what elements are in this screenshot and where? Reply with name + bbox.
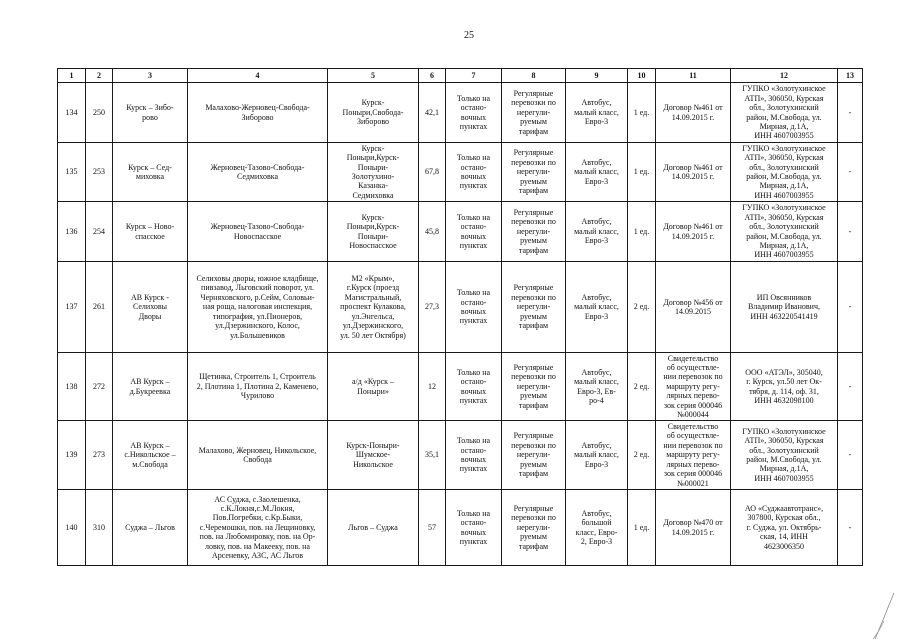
route-length-cell: 45,8 xyxy=(419,202,446,262)
column-number-13: 13 xyxy=(838,69,863,83)
intermediate-stops-cell: Малахово-Жерновец-Свобода- Зиборово xyxy=(188,83,328,143)
row-number-cell: 139 xyxy=(58,421,86,490)
vehicle-count-cell: 1 ед. xyxy=(628,490,656,566)
row-number-cell: 134 xyxy=(58,83,86,143)
carrier-details-cell: ГУПКО «Золотухинское АТП», 306050, Курская обл., Золотухинский район, М.Свобода, ул. Мирная, д.1А, ИНН 4607003955 xyxy=(731,143,838,202)
row-number-cell: 135 xyxy=(58,143,86,202)
remark-cell: - xyxy=(838,353,863,421)
carriage-type-cell: Регулярные перевозки по нерегули- руемым тарифам xyxy=(502,262,566,353)
boarding-rule-cell: Только на остано- вочных пунктах xyxy=(446,143,502,202)
column-number-1: 1 xyxy=(58,69,86,83)
intermediate-stops-cell: Селиховы дворы, южное кладбище, пивзавод, Льговский поворот, ул. Черняховского, р.Сейм, Соловьи- ная роща, налоговая инспекция, типография, ул.Пионеров, ул.Дзержинского, Колос, ул.Большевиков xyxy=(188,262,328,353)
boarding-rule-cell: Только на остано- вочных пунктах xyxy=(446,262,502,353)
route-name-cell: Курск – Сед- миховка xyxy=(113,143,188,202)
permit-document-cell: Свидетельство об осуществле- нии перевозок по маршруту регу- лярных перево- зок серия 000046 №000021 xyxy=(656,421,731,490)
route-length-cell: 57 xyxy=(419,490,446,566)
carrier-details-cell: ООО «АТЭЛ», 305040, г. Курск, ул.50 лет Ок- тября, д. 114, оф. 31, ИНН 4632098100 xyxy=(731,353,838,421)
boarding-rule-cell: Только на остано- вочных пунктах xyxy=(446,83,502,143)
registration-number-cell: 272 xyxy=(86,353,113,421)
boarding-rule-cell: Только на остано- вочных пунктах xyxy=(446,353,502,421)
carrier-details-cell: ГУПКО «Золотухинское АТП», 306050, Курская обл., Золотухинский район, М.Свобода, ул. Мирная, д.1А, ИНН 4607003955 xyxy=(731,202,838,262)
page-number: 25 xyxy=(464,30,474,41)
route-name-cell: АВ Курск – д.Букреевка xyxy=(113,353,188,421)
carrier-details-cell: ИП Овсянников Владимир Иванович, ИНН 463220541419 xyxy=(731,262,838,353)
route-length-cell: 35,1 xyxy=(419,421,446,490)
route-name-cell: АВ Курск - Селиховы Дворы xyxy=(113,262,188,353)
carrier-details-cell: ГУПКО «Золотухинское АТП», 306050, Курская обл., Золотухинский район, М.Свобода, ул. Мирная, д.1А, ИНН 4607003955 xyxy=(731,83,838,143)
row-number-cell: 136 xyxy=(58,202,86,262)
permit-document-cell: Договор №470 от 14.09.2015 г. xyxy=(656,490,731,566)
boarding-rule-cell: Только на остано- вочных пунктах xyxy=(446,490,502,566)
route-name-cell: АВ Курск – с.Никольское – м.Свобода xyxy=(113,421,188,490)
carriage-type-cell: Регулярные перевозки по нерегули- руемым тарифам xyxy=(502,143,566,202)
remark-cell: - xyxy=(838,143,863,202)
intermediate-stops-cell: Щетинка, Строитель 1, Строитель 2, Плотина 1, Плотина 2, Каменево, Чурилово xyxy=(188,353,328,421)
column-number-10: 10 xyxy=(628,69,656,83)
carriage-type-cell: Регулярные перевозки по нерегули- руемым тарифам xyxy=(502,353,566,421)
column-number-9: 9 xyxy=(566,69,628,83)
route-streets-cell: Льгов – Суджа xyxy=(328,490,419,566)
route-length-cell: 27,3 xyxy=(419,262,446,353)
remark-cell: - xyxy=(838,202,863,262)
table-row xyxy=(58,262,863,353)
table-header xyxy=(58,69,863,83)
vehicle-type-cell: Автобус, малый класс, Евро-3 xyxy=(566,143,628,202)
remark-cell: - xyxy=(838,83,863,143)
table-row xyxy=(58,143,863,202)
table-row xyxy=(58,83,863,143)
route-streets-cell: Курск- Поныри,Курск- Поныри- Золотухино- Казанка- Седмиховка xyxy=(328,143,419,202)
route-streets-cell: а/д «Курск – Поныри» xyxy=(328,353,419,421)
vehicle-count-cell: 2 ед. xyxy=(628,262,656,353)
boarding-rule-cell: Только на остано- вочных пунктах xyxy=(446,202,502,262)
carriage-type-cell: Регулярные перевозки по нерегули- руемым тарифам xyxy=(502,490,566,566)
permit-document-cell: Договор №461 от 14.09.2015 г. xyxy=(656,83,731,143)
route-streets-cell: М2 «Крым», г.Курск (проезд Магистральный, проспект Кулакова, ул.Энгельса, ул.Дзержинского, ул. 50 лет Октября) xyxy=(328,262,419,353)
registration-number-cell: 310 xyxy=(86,490,113,566)
column-number-7: 7 xyxy=(446,69,502,83)
remark-cell: - xyxy=(838,262,863,353)
table-row xyxy=(58,490,863,566)
route-streets-cell: Курск- Поныри,Курск- Поныри- Новоспасское xyxy=(328,202,419,262)
table-row xyxy=(58,202,863,262)
vehicle-type-cell: Автобус, малый класс, Евро-3 xyxy=(566,421,628,490)
vehicle-count-cell: 2 ед. xyxy=(628,421,656,490)
route-streets-cell: Курск- Поныри,Свобода- Зиборово xyxy=(328,83,419,143)
remark-cell: - xyxy=(838,421,863,490)
vehicle-type-cell: Автобус, малый класс, Евро-3 xyxy=(566,83,628,143)
row-number-cell: 137 xyxy=(58,262,86,353)
registration-number-cell: 250 xyxy=(86,83,113,143)
carriage-type-cell: Регулярные перевозки по нерегули- руемым тарифам xyxy=(502,202,566,262)
registration-number-cell: 254 xyxy=(86,202,113,262)
vehicle-count-cell: 1 ед. xyxy=(628,202,656,262)
carriage-type-cell: Регулярные перевозки по нерегули- руемым тарифам xyxy=(502,421,566,490)
vehicle-type-cell: Автобус, малый класс, Евро-3, Ев- ро-4 xyxy=(566,353,628,421)
intermediate-stops-cell: Жерновец-Тазово-Свобода- Новоспасское xyxy=(188,202,328,262)
pen-mark xyxy=(858,585,903,640)
column-number-6: 6 xyxy=(419,69,446,83)
intermediate-stops-cell: Малахово, Жерновец, Никольское, Свобода xyxy=(188,421,328,490)
boarding-rule-cell: Только на остано- вочных пунктах xyxy=(446,421,502,490)
row-number-cell: 140 xyxy=(58,490,86,566)
registration-number-cell: 261 xyxy=(86,262,113,353)
vehicle-type-cell: Автобус, малый класс, Евро-3 xyxy=(566,202,628,262)
permit-document-cell: Договор №461 от 14.09.2015 г. xyxy=(656,143,731,202)
route-length-cell: 12 xyxy=(419,353,446,421)
table-body xyxy=(58,83,863,566)
registration-number-cell: 273 xyxy=(86,421,113,490)
vehicle-count-cell: 1 ед. xyxy=(628,143,656,202)
table-row xyxy=(58,353,863,421)
column-number-4: 4 xyxy=(188,69,328,83)
route-name-cell: Курск – Ново- спасское xyxy=(113,202,188,262)
table-header-row xyxy=(58,69,863,83)
permit-document-cell: Свидетельство об осуществле- нии перевозок по маршруту регу- лярных перево- зок серия 000046 №000044 xyxy=(656,353,731,421)
route-registry-table xyxy=(57,68,863,566)
row-number-cell: 138 xyxy=(58,353,86,421)
permit-document-cell: Договор №456 от 14.09.2015 xyxy=(656,262,731,353)
route-length-cell: 42,1 xyxy=(419,83,446,143)
carrier-details-cell: АО «Суджаавтотранс», 307800, Курская обл., г. Суджа, ул. Октябрь- ская, 14, ИНН 4623006350 xyxy=(731,490,838,566)
route-streets-cell: Курск-Поныри- Шумское- Никольское xyxy=(328,421,419,490)
vehicle-count-cell: 2 ед. xyxy=(628,353,656,421)
carrier-details-cell: ГУПКО «Золотухинское АТП», 306050, Курская обл., Золотухинский район, М.Свобода, ул. Мирная, д.1А, ИНН 4607003955 xyxy=(731,421,838,490)
vehicle-count-cell: 1 ед. xyxy=(628,83,656,143)
intermediate-stops-cell: Жерновец-Тазово-Свобода- Седмиховка xyxy=(188,143,328,202)
column-number-8: 8 xyxy=(502,69,566,83)
intermediate-stops-cell: АС Суджа, с.Заолешенка, с.К.Локня,с.М.Локня, Пов.Погребки, с.Кр.Быки, с.Черемошки, пов. на Лещиновку, пов. на Любомировку, пов. на Ор- ловку, пов. на Макееку, пов. на Арсеневку, АЗС, АС Льгов xyxy=(188,490,328,566)
carriage-type-cell: Регулярные перевозки по нерегули- руемым тарифам xyxy=(502,83,566,143)
permit-document-cell: Договор №461 от 14.09.2015 г. xyxy=(656,202,731,262)
column-number-11: 11 xyxy=(656,69,731,83)
vehicle-type-cell: Автобус, большой класс, Евро- 2, Евро-3 xyxy=(566,490,628,566)
vehicle-type-cell: Автобус, малый класс, Евро-3 xyxy=(566,262,628,353)
registration-number-cell: 253 xyxy=(86,143,113,202)
column-number-12: 12 xyxy=(731,69,838,83)
remark-cell: - xyxy=(838,490,863,566)
column-number-3: 3 xyxy=(113,69,188,83)
route-name-cell: Курск – Зибо- рово xyxy=(113,83,188,143)
table-row xyxy=(58,421,863,490)
column-number-5: 5 xyxy=(328,69,419,83)
route-length-cell: 67,8 xyxy=(419,143,446,202)
route-name-cell: Суджа – Льгов xyxy=(113,490,188,566)
column-number-2: 2 xyxy=(86,69,113,83)
